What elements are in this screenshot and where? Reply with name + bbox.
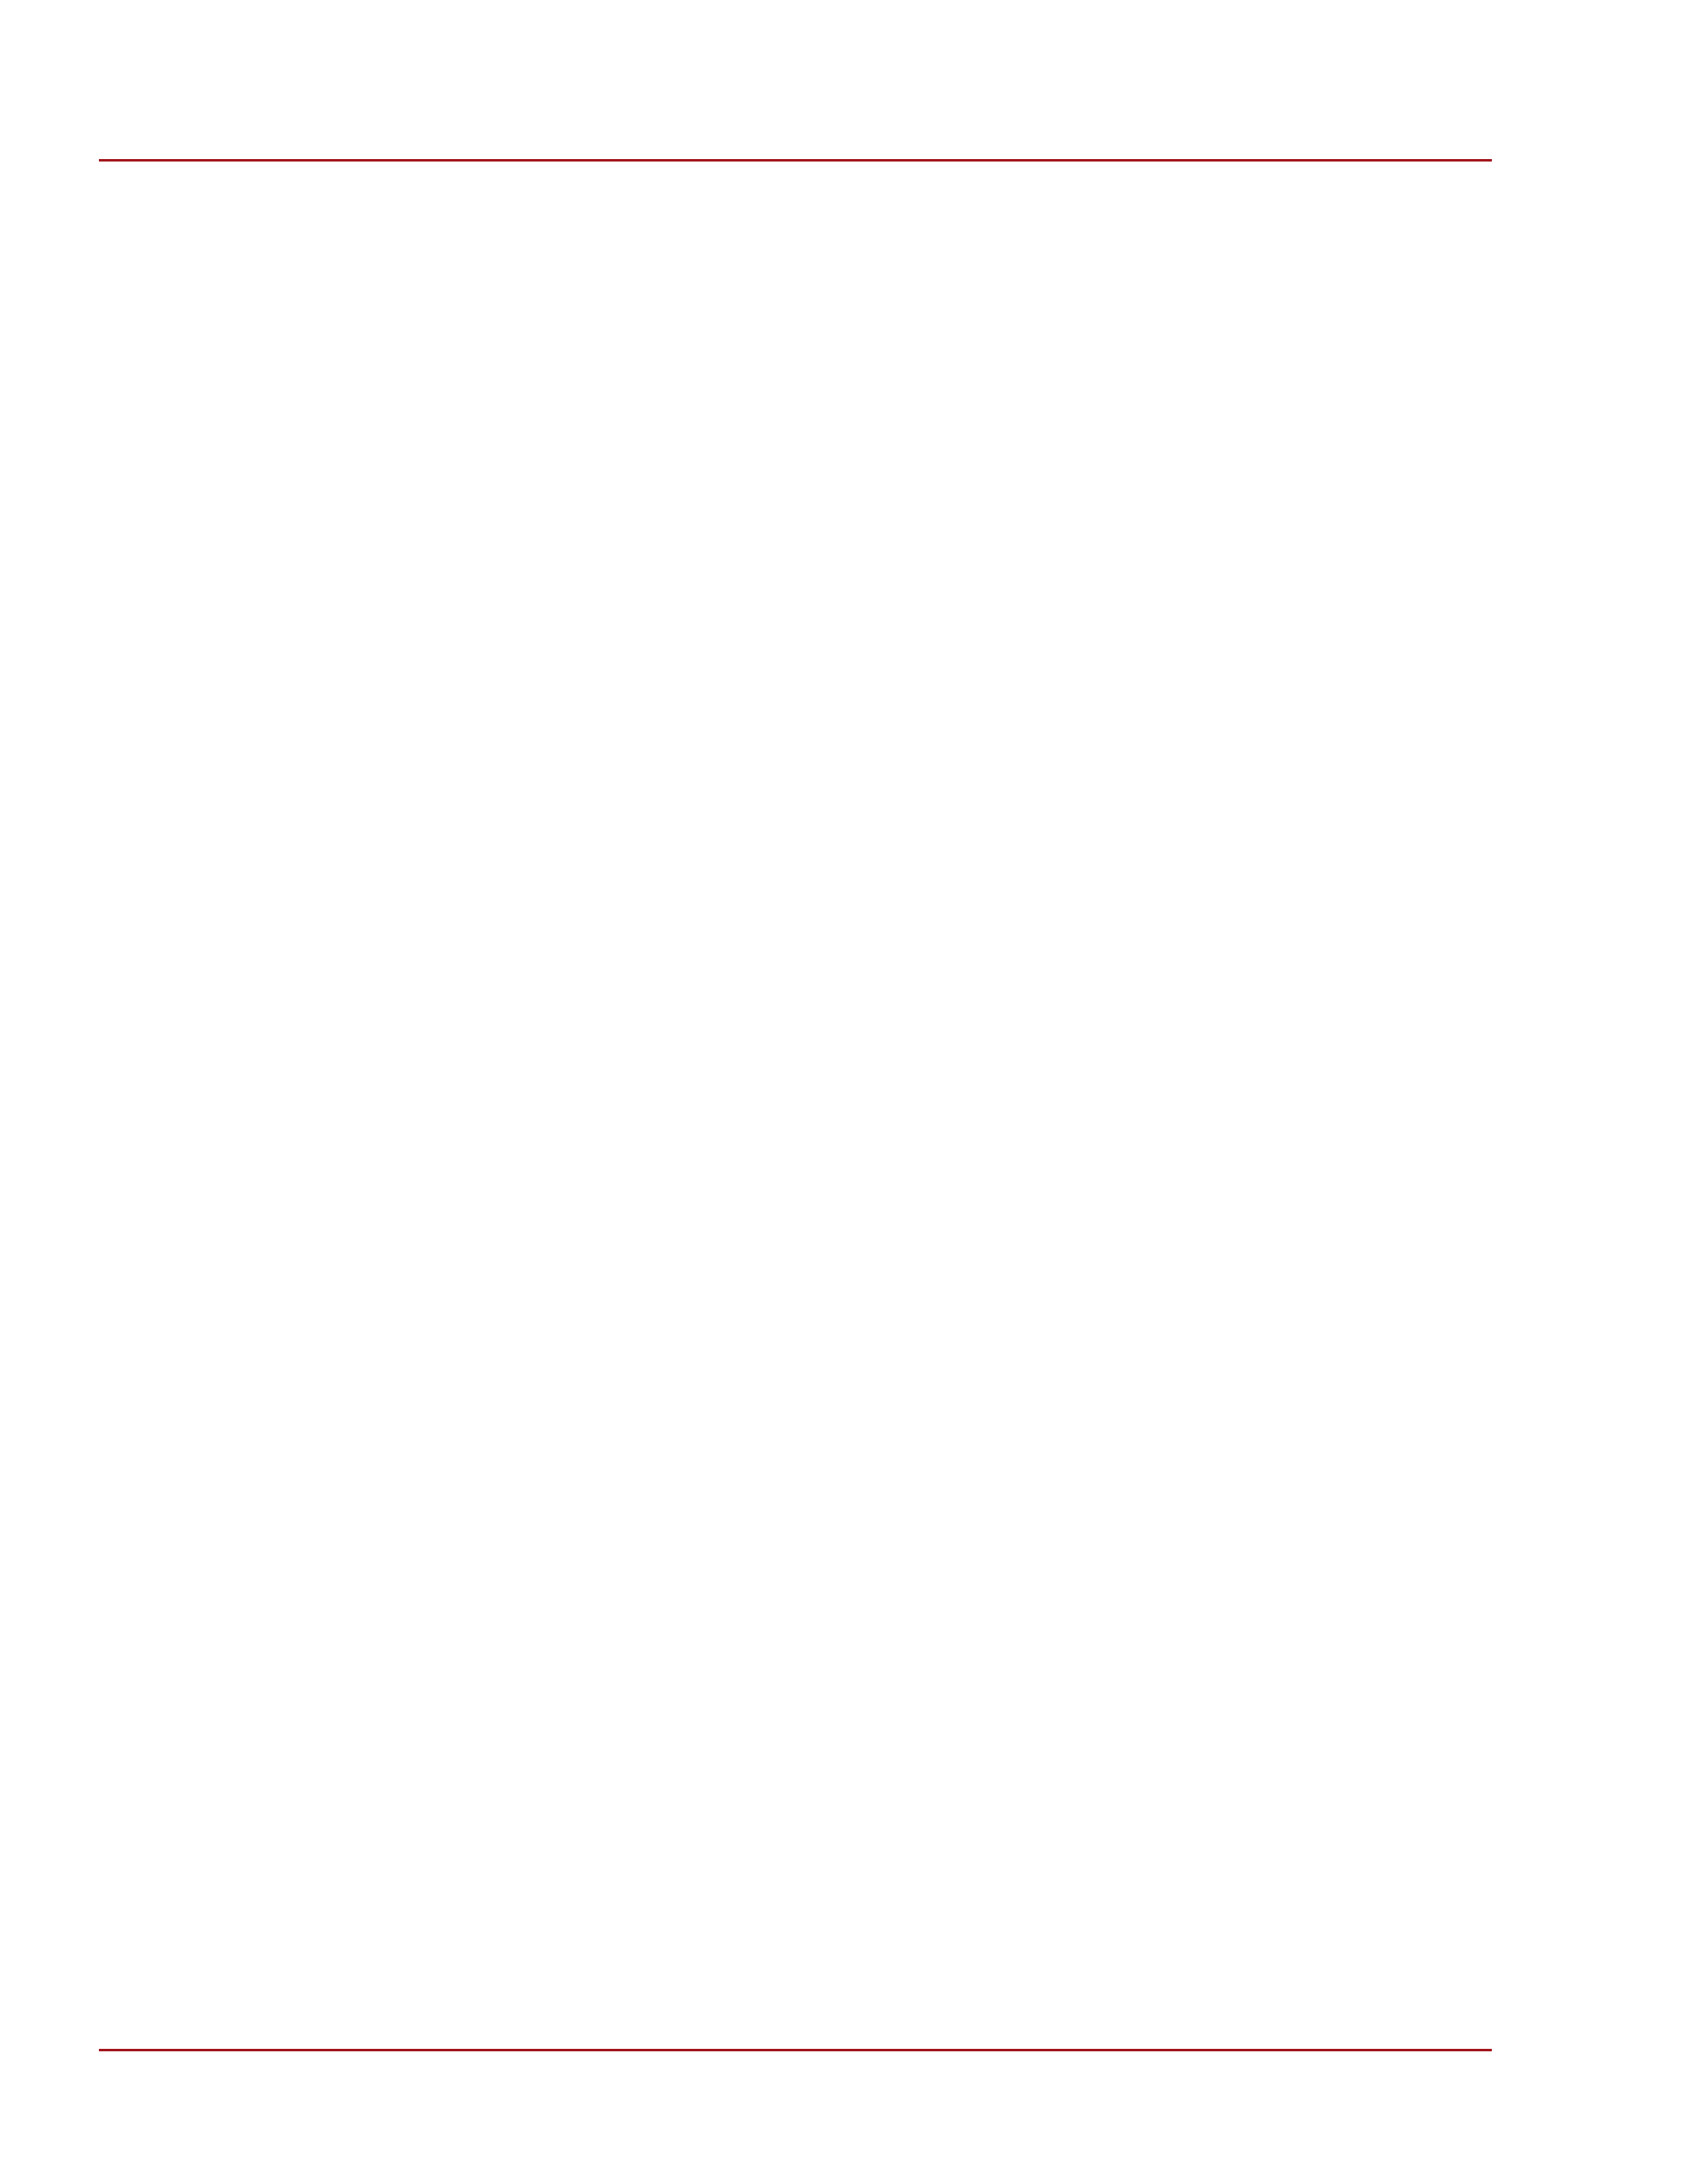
header-rule [99, 159, 1492, 162]
footer-rule [99, 2049, 1492, 2051]
